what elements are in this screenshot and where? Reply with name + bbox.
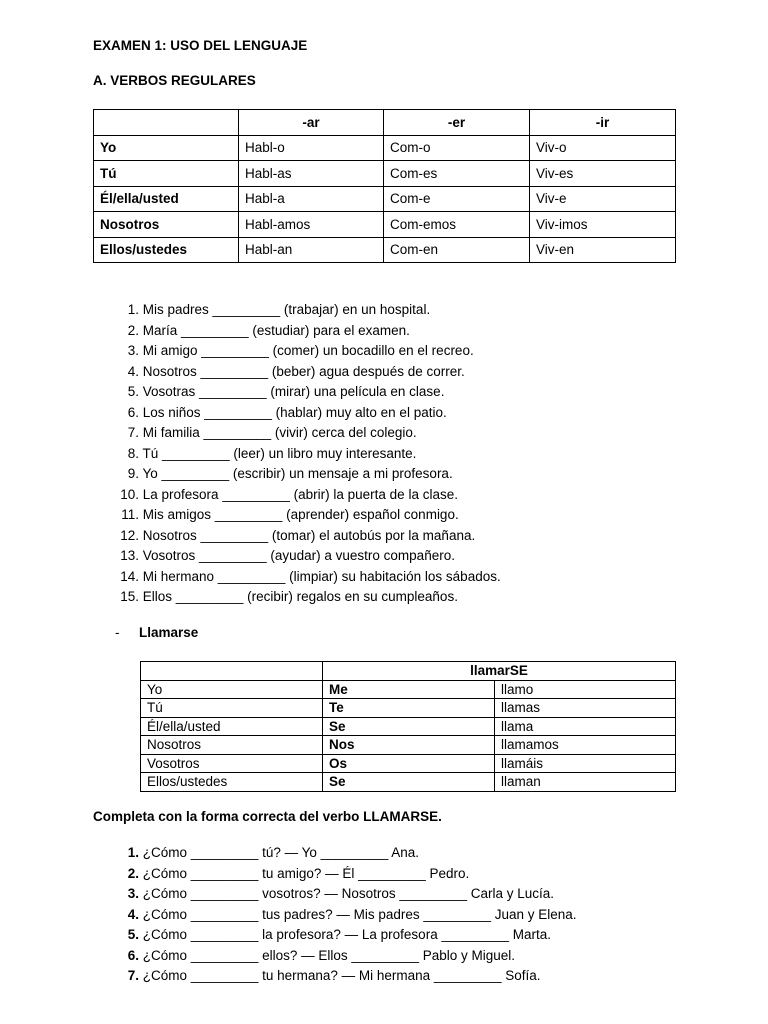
list-item — [93, 341, 693, 362]
exercise-1-list — [93, 300, 693, 608]
conjugation-cell: Com-en — [384, 237, 530, 263]
pronoun-cell: Yo — [94, 135, 239, 161]
verbs-header-row — [94, 110, 676, 136]
conjugation-cell: llaman — [495, 773, 676, 792]
item-text: ¿Cómo _________ tu hermana? — Mi hermana _________ Sofía. — [142, 968, 541, 983]
reflexive-cell: Se — [323, 717, 495, 736]
item-number: 5. — [127, 384, 139, 399]
pronoun-cell: Tú — [141, 699, 323, 718]
conjugation-cell: Com-o — [384, 135, 530, 161]
pronoun-cell: Él/ella/usted — [94, 186, 239, 212]
item-text: María _________ (estudiar) para el examen. — [142, 322, 410, 338]
list-item — [93, 485, 693, 506]
item-number: 3. — [127, 343, 139, 358]
table-row — [94, 135, 676, 161]
item-text: Mi amigo _________ (comer) un bocadillo en el recreo. — [142, 343, 474, 358]
llamarse-header-cell: llamarSE — [323, 662, 676, 681]
llamarse-heading — [93, 625, 198, 640]
llamarse-header-empty — [141, 662, 323, 681]
pronoun-cell: Nosotros — [141, 736, 323, 755]
item-number: 1. — [127, 845, 139, 860]
item-number: 7. — [127, 425, 139, 440]
table-row — [141, 773, 676, 792]
item-number: 2. — [127, 322, 139, 338]
item-number: 5. — [127, 927, 139, 942]
conjugation-cell: Viv-imos — [530, 212, 676, 238]
reflexive-cell: Nos — [323, 736, 495, 755]
item-text: La profesora _________ (abrir) la puerta de la clase. — [142, 486, 458, 502]
item-text: Los niños _________ (hablar) muy alto en el patio. — [142, 404, 447, 420]
reflexive-cell: Se — [323, 773, 495, 792]
table-row — [94, 186, 676, 212]
item-number: 6. — [127, 947, 139, 963]
list-item — [93, 423, 693, 444]
conjugation-cell: llamo — [495, 680, 676, 699]
item-text: ¿Cómo _________ tu amigo? — Él _________ Pedro. — [142, 865, 470, 881]
item-number: 11. — [121, 507, 139, 522]
table-row — [94, 161, 676, 187]
exercise-2-list — [93, 843, 693, 987]
item-number: 3. — [127, 886, 139, 901]
list-item — [93, 587, 693, 608]
llamarse-heading-text: Llamarse — [139, 625, 199, 640]
item-number: 14. — [120, 568, 139, 584]
item-number: 7. — [127, 968, 139, 983]
llamarse-header-row — [141, 662, 676, 681]
reflexive-cell: Te — [323, 699, 495, 718]
table-row — [141, 736, 676, 755]
conjugation-cell: Viv-e — [530, 186, 676, 212]
list-item — [93, 884, 693, 905]
conjugation-cell: Com-e — [384, 186, 530, 212]
conjugation-cell: Habl-amos — [239, 212, 384, 238]
table-row — [141, 717, 676, 736]
regular-verbs-table — [93, 109, 676, 263]
pronoun-cell: Tú — [94, 161, 239, 187]
item-text: ¿Cómo _________ tus padres? — Mis padres _________ Juan y Elena. — [142, 906, 577, 922]
item-text: ¿Cómo _________ tú? — Yo _________ Ana. — [142, 845, 419, 860]
table-row — [141, 680, 676, 699]
conjugation-cell: Com-emos — [384, 212, 530, 238]
item-text: ¿Cómo _________ la profesora? — La profesora _________ Marta. — [142, 927, 552, 942]
list-item — [93, 946, 693, 967]
table-row — [141, 754, 676, 773]
item-text: ¿Cómo _________ ellos? — Ellos _________ Pablo y Miguel. — [142, 947, 516, 963]
reflexive-cell: Os — [323, 754, 495, 773]
conjugation-cell: llama — [495, 717, 676, 736]
conjugation-cell: llamamos — [495, 736, 676, 755]
item-text: Mis padres _________ (trabajar) en un hospital. — [142, 302, 431, 317]
conjugation-cell: Habl-a — [239, 186, 384, 212]
conjugation-cell: llamáis — [495, 754, 676, 773]
list-item — [93, 925, 693, 946]
conjugation-cell: Habl-as — [239, 161, 384, 187]
list-item — [93, 362, 693, 383]
item-text: Tú _________ (leer) un libro muy interesante. — [142, 445, 417, 461]
conjugation-cell: Habl-o — [239, 135, 384, 161]
exam-title: EXAMEN 1: USO DEL LENGUAJE — [93, 38, 308, 53]
verbs-header-cell — [94, 110, 239, 136]
item-text: Ellos _________ (recibir) regalos en su cumpleaños. — [142, 589, 458, 604]
item-text: Yo _________ (escribir) un mensaje a mi profesora. — [142, 466, 453, 481]
list-item — [93, 567, 693, 588]
item-text: Mi hermano _________ (limpiar) su habitación los sábados. — [142, 568, 501, 584]
item-text: Nosotros _________ (tomar) el autobús por la mañana. — [142, 527, 476, 543]
table-row — [94, 212, 676, 238]
pronoun-cell: Él/ella/usted — [141, 717, 323, 736]
table-row — [94, 237, 676, 263]
conjugation-cell: Viv-o — [530, 135, 676, 161]
conjugation-cell: Viv-en — [530, 237, 676, 263]
verbs-header-cell: -er — [384, 110, 530, 136]
bullet-dash: - — [115, 625, 120, 640]
list-item — [93, 843, 693, 864]
list-item — [93, 403, 693, 424]
item-text: Nosotros _________ (beber) agua después de correr. — [142, 363, 465, 379]
list-item — [93, 905, 693, 926]
item-number: 8. — [127, 445, 139, 461]
verbs-header-cell: -ar — [239, 110, 384, 136]
item-number: 1. — [127, 302, 139, 317]
verbs-header-cell: -ir — [530, 110, 676, 136]
pronoun-cell: Nosotros — [94, 212, 239, 238]
section-a-heading: A. VERBOS REGULARES — [93, 73, 256, 88]
list-item — [93, 546, 693, 567]
conjugation-cell: Viv-es — [530, 161, 676, 187]
pronoun-cell: Yo — [141, 680, 323, 699]
list-item — [93, 864, 693, 885]
list-item — [93, 526, 693, 547]
item-number: 4. — [127, 906, 139, 922]
reflexive-cell: Me — [323, 680, 495, 699]
list-item — [93, 505, 693, 526]
list-item — [93, 300, 693, 321]
item-text: ¿Cómo _________ vosotros? — Nosotros _________ Carla y Lucía. — [142, 886, 555, 901]
pronoun-cell: Ellos/ustedes — [94, 237, 239, 263]
pronoun-cell: Ellos/ustedes — [141, 773, 323, 792]
item-number: 12. — [120, 527, 139, 543]
item-text: Mi familia _________ (vivir) cerca del colegio. — [142, 425, 417, 440]
conjugation-cell: llamas — [495, 699, 676, 718]
conjugation-cell: Com-es — [384, 161, 530, 187]
item-text: Vosotros _________ (ayudar) a vuestro compañero. — [142, 548, 455, 563]
llamarse-table — [140, 661, 676, 792]
item-number: 4. — [127, 363, 139, 379]
item-text: Mis amigos _________ (aprender) español conmigo. — [142, 507, 459, 522]
item-number: 15. — [120, 589, 139, 604]
table-row — [141, 699, 676, 718]
list-item — [93, 444, 693, 465]
list-item — [93, 464, 693, 485]
item-number: 6. — [127, 404, 139, 420]
pronoun-cell: Vosotros — [141, 754, 323, 773]
list-item — [93, 966, 693, 987]
list-item — [93, 321, 693, 342]
list-item — [93, 382, 693, 403]
item-text: Vosotras _________ (mirar) una película en clase. — [142, 384, 445, 399]
conjugation-cell: Habl-an — [239, 237, 384, 263]
item-number: 2. — [127, 865, 139, 881]
item-number: 10. — [120, 486, 139, 502]
exercise-2-instruction: Completa con la forma correcta del verbo LLAMARSE. — [93, 809, 442, 824]
item-number: 13. — [120, 548, 139, 563]
item-number: 9. — [127, 466, 139, 481]
